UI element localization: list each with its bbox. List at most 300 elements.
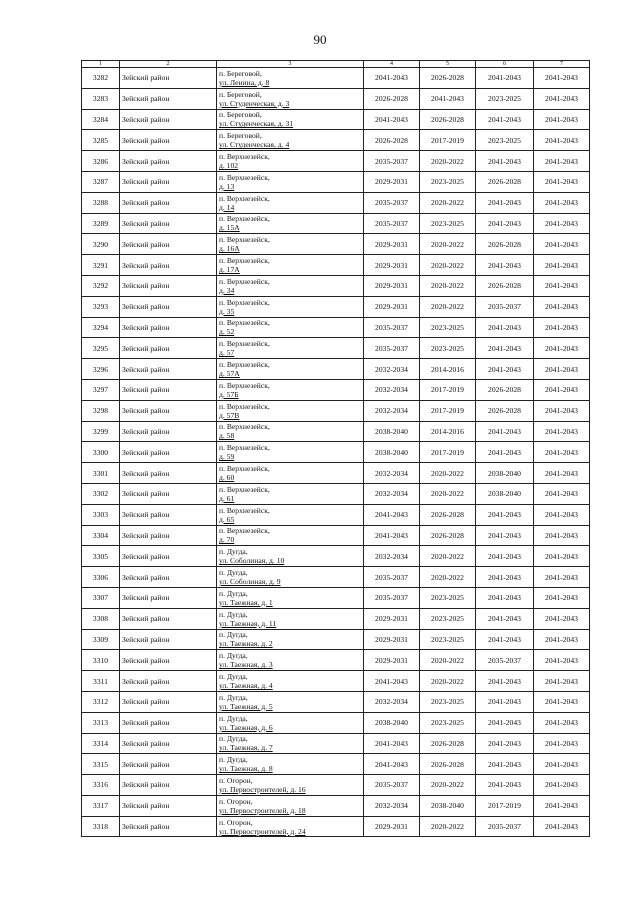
period-cell: 2041-2043: [476, 421, 534, 442]
address-street: ул. Таежная, д. 6: [219, 722, 273, 732]
district-cell: Зейский район: [120, 608, 217, 629]
address-settlement: п. Верхнезейск,: [219, 484, 270, 494]
period-cell: 2023-2025: [476, 130, 534, 151]
address-street: д. 61: [219, 493, 235, 503]
address-cell: [217, 88, 364, 109]
address-settlement: п. Береговой,: [219, 68, 262, 78]
address-street: д. 65: [219, 514, 235, 524]
district-cell: Зейский район: [120, 795, 217, 816]
address-cell: [217, 379, 364, 400]
address-street: ул. Первостроителей, д. 16: [219, 784, 306, 794]
address-cell: [217, 483, 364, 504]
address-street: д. 17А: [219, 265, 240, 275]
table-row: [82, 275, 590, 296]
period-cell: 2020-2022: [420, 192, 476, 213]
period-cell: 2041-2043: [534, 733, 590, 754]
row-number-cell: 3309: [82, 629, 120, 650]
period-cell: 2041-2043: [364, 504, 420, 525]
period-cell: 2041-2043: [534, 629, 590, 650]
row-number-cell: 3318: [82, 816, 120, 837]
address-settlement: п. Дугда,: [219, 651, 248, 661]
period-cell: 2029-2031: [364, 234, 420, 255]
row-number-cell: 3288: [82, 192, 120, 213]
row-number-cell: 3317: [82, 795, 120, 816]
row-number-cell: 3298: [82, 400, 120, 421]
period-cell: 2029-2031: [364, 255, 420, 276]
district-cell: Зейский район: [120, 754, 217, 775]
row-number-cell: 3300: [82, 442, 120, 463]
address-settlement: п. Верхнезейск,: [219, 380, 270, 390]
table-row: [82, 733, 590, 754]
period-cell: 2041-2043: [534, 816, 590, 837]
address-street: д. 57Б: [219, 389, 239, 399]
period-cell: 2038-2040: [364, 712, 420, 733]
table-row: [82, 712, 590, 733]
period-cell: 2017-2019: [420, 442, 476, 463]
district-cell: Зейский район: [120, 109, 217, 130]
period-cell: 2020-2022: [420, 671, 476, 692]
address-settlement: п. Верхнезейск,: [219, 339, 270, 349]
district-cell: Зейский район: [120, 88, 217, 109]
row-number-cell: 3302: [82, 483, 120, 504]
address-cell: [217, 171, 364, 192]
address-cell: [217, 546, 364, 567]
district-cell: Зейский район: [120, 775, 217, 796]
period-cell: 2026-2028: [476, 275, 534, 296]
row-number-cell: 3292: [82, 275, 120, 296]
row-number-cell: 3294: [82, 317, 120, 338]
district-cell: Зейский район: [120, 421, 217, 442]
period-cell: 2041-2043: [476, 442, 534, 463]
period-cell: 2035-2037: [364, 151, 420, 172]
period-cell: 2041-2043: [476, 255, 534, 276]
address-settlement: п. Огорон,: [219, 775, 253, 785]
address-street: ул. Таежная, д. 5: [219, 701, 273, 711]
address-street: д. 58: [219, 431, 235, 441]
district-cell: Зейский район: [120, 442, 217, 463]
address-cell: [217, 68, 364, 89]
address-cell: [217, 130, 364, 151]
address-cell: [217, 671, 364, 692]
district-cell: Зейский район: [120, 296, 217, 317]
period-cell: 2029-2031: [364, 629, 420, 650]
period-cell: 2041-2043: [534, 567, 590, 588]
district-cell: Зейский район: [120, 338, 217, 359]
row-number-cell: 3314: [82, 733, 120, 754]
period-cell: 2023-2025: [420, 587, 476, 608]
period-cell: 2035-2037: [364, 587, 420, 608]
period-cell: 2032-2034: [364, 400, 420, 421]
row-number-cell: 3306: [82, 567, 120, 588]
address-cell: [217, 587, 364, 608]
period-cell: 2035-2037: [364, 317, 420, 338]
period-cell: 2041-2043: [534, 68, 590, 89]
address-street: ул. Таежная, д. 7: [219, 743, 273, 753]
period-cell: 2035-2037: [476, 816, 534, 837]
period-cell: 2041-2043: [534, 587, 590, 608]
period-cell: 2020-2022: [420, 234, 476, 255]
table-row: [82, 151, 590, 172]
address-street: д. 60: [219, 473, 235, 483]
district-cell: Зейский район: [120, 712, 217, 733]
period-cell: 2023-2025: [420, 213, 476, 234]
address-cell: [217, 400, 364, 421]
address-cell: [217, 650, 364, 671]
period-cell: 2041-2043: [476, 587, 534, 608]
address-settlement: п. Верхнезейск,: [219, 360, 270, 370]
period-cell: 2026-2028: [476, 234, 534, 255]
period-cell: 2041-2043: [364, 68, 420, 89]
period-cell: 2029-2031: [364, 608, 420, 629]
address-settlement: п. Верхнезейск,: [219, 235, 270, 245]
period-cell: 2041-2043: [476, 359, 534, 380]
period-cell: 2041-2043: [534, 691, 590, 712]
period-cell: 2029-2031: [364, 650, 420, 671]
address-settlement: п. Верхнезейск,: [219, 318, 270, 328]
district-cell: Зейский район: [120, 359, 217, 380]
address-street: д. 102: [219, 161, 239, 171]
period-cell: 2041-2043: [534, 151, 590, 172]
address-settlement: п. Береговой,: [219, 131, 262, 141]
period-cell: 2041-2043: [534, 525, 590, 546]
period-cell: 2020-2022: [420, 296, 476, 317]
address-cell: [217, 712, 364, 733]
period-cell: 2032-2034: [364, 359, 420, 380]
period-cell: 2041-2043: [534, 171, 590, 192]
row-number-cell: 3316: [82, 775, 120, 796]
period-cell: 2041-2043: [476, 629, 534, 650]
address-settlement: п. Береговой,: [219, 89, 262, 99]
table-row: [82, 587, 590, 608]
district-cell: Зейский район: [120, 525, 217, 546]
period-cell: 2020-2022: [420, 275, 476, 296]
period-cell: 2026-2028: [420, 109, 476, 130]
address-street: д. 57: [219, 348, 235, 358]
address-cell: [217, 234, 364, 255]
address-street: д. 70: [219, 535, 235, 545]
period-cell: 2032-2034: [364, 463, 420, 484]
period-cell: 2041-2043: [534, 317, 590, 338]
period-cell: 2020-2022: [420, 463, 476, 484]
period-cell: 2023-2025: [420, 629, 476, 650]
address-settlement: п. Верхнезейск,: [219, 505, 270, 515]
address-settlement: п. Дугда,: [219, 568, 248, 578]
district-cell: Зейский район: [120, 213, 217, 234]
address-settlement: п. Дугда,: [219, 609, 248, 619]
period-cell: 2020-2022: [420, 816, 476, 837]
period-cell: 2023-2025: [420, 317, 476, 338]
table-row: [82, 691, 590, 712]
district-cell: Зейский район: [120, 275, 217, 296]
row-number-cell: 3282: [82, 68, 120, 89]
period-cell: 2026-2028: [420, 525, 476, 546]
period-cell: 2023-2025: [420, 171, 476, 192]
period-cell: 2035-2037: [364, 192, 420, 213]
district-cell: Зейский район: [120, 816, 217, 837]
address-settlement: п. Дугда,: [219, 734, 248, 744]
table-row: [82, 213, 590, 234]
district-cell: Зейский район: [120, 171, 217, 192]
address-cell: [217, 192, 364, 213]
period-cell: 2041-2043: [534, 400, 590, 421]
row-number-cell: 3307: [82, 587, 120, 608]
period-cell: 2029-2031: [364, 275, 420, 296]
district-cell: Зейский район: [120, 255, 217, 276]
period-cell: 2041-2043: [476, 213, 534, 234]
period-cell: 2026-2028: [364, 88, 420, 109]
address-settlement: п. Дугда,: [219, 692, 248, 702]
table-row: [82, 192, 590, 213]
address-cell: [217, 213, 364, 234]
row-number-cell: 3293: [82, 296, 120, 317]
row-number-cell: 3310: [82, 650, 120, 671]
address-settlement: п. Дугда,: [219, 588, 248, 598]
row-number-cell: 3289: [82, 213, 120, 234]
row-number-cell: 3308: [82, 608, 120, 629]
period-cell: 2041-2043: [534, 712, 590, 733]
period-cell: 2041-2043: [534, 359, 590, 380]
district-cell: Зейский район: [120, 650, 217, 671]
address-street: ул. Студенческая, д. 3: [219, 98, 290, 108]
period-cell: 2041-2043: [364, 109, 420, 130]
table-row: [82, 234, 590, 255]
table-row: [82, 525, 590, 546]
column-number: 5: [420, 61, 476, 68]
period-cell: 2026-2028: [420, 733, 476, 754]
period-cell: 2041-2043: [476, 691, 534, 712]
period-cell: 2035-2037: [364, 213, 420, 234]
period-cell: 2041-2043: [476, 525, 534, 546]
address-settlement: п. Дугда,: [219, 547, 248, 557]
address-settlement: п. Верхнезейск,: [219, 256, 270, 266]
table-row: [82, 109, 590, 130]
table-row: [82, 421, 590, 442]
address-settlement: п. Дугда,: [219, 672, 248, 681]
period-cell: 2032-2034: [364, 691, 420, 712]
address-cell: [217, 275, 364, 296]
address-cell: [217, 795, 364, 816]
district-cell: Зейский район: [120, 192, 217, 213]
address-street: д. 15А: [219, 223, 240, 233]
district-cell: Зейский район: [120, 463, 217, 484]
period-cell: 2041-2043: [534, 109, 590, 130]
address-street: д. 34: [219, 285, 235, 295]
period-cell: 2017-2019: [420, 400, 476, 421]
address-cell: [217, 151, 364, 172]
table-row: [82, 504, 590, 525]
table-row: [82, 442, 590, 463]
period-cell: 2035-2037: [364, 567, 420, 588]
district-cell: Зейский район: [120, 546, 217, 567]
period-cell: 2041-2043: [534, 213, 590, 234]
address-street: ул. Первостроителей, д. 18: [219, 805, 306, 815]
address-settlement: п. Верхнезейск,: [219, 464, 270, 474]
table-row: [82, 546, 590, 567]
row-number-cell: 3296: [82, 359, 120, 380]
address-cell: [217, 109, 364, 130]
period-cell: 2038-2040: [476, 463, 534, 484]
table-row: [82, 68, 590, 89]
address-cell: [217, 608, 364, 629]
table-row: [82, 296, 590, 317]
period-cell: 2029-2031: [364, 296, 420, 317]
address-street: ул. Таежная, д. 8: [219, 764, 273, 774]
period-cell: 2023-2025: [476, 88, 534, 109]
address-street: ул. Соболиная, д. 9: [219, 577, 281, 587]
period-cell: 2041-2043: [364, 671, 420, 692]
address-settlement: п. Верхнезейск,: [219, 172, 270, 182]
district-cell: Зейский район: [120, 379, 217, 400]
address-street: д. 59: [219, 452, 235, 462]
column-number-row: [82, 61, 590, 68]
district-cell: Зейский район: [120, 151, 217, 172]
period-cell: 2041-2043: [476, 109, 534, 130]
period-cell: 2041-2043: [534, 775, 590, 796]
address-cell: [217, 629, 364, 650]
address-street: д. 13: [219, 181, 235, 191]
address-cell: [217, 463, 364, 484]
period-cell: 2041-2043: [476, 338, 534, 359]
period-cell: 2041-2043: [534, 130, 590, 151]
address-cell: [217, 567, 364, 588]
table-row: [82, 816, 590, 837]
address-settlement: п. Верхнезейск,: [219, 297, 270, 307]
address-settlement: п. Верхнезейск,: [219, 401, 270, 411]
register-table: [81, 60, 590, 837]
period-cell: 2035-2037: [364, 338, 420, 359]
address-settlement: п. Верхнезейск,: [219, 214, 270, 224]
column-number: 6: [476, 61, 534, 68]
address-cell: [217, 255, 364, 276]
period-cell: 2029-2031: [364, 816, 420, 837]
row-number-cell: 3301: [82, 463, 120, 484]
table-row: [82, 650, 590, 671]
period-cell: 2026-2028: [420, 754, 476, 775]
district-cell: Зейский район: [120, 68, 217, 89]
row-number-cell: 3283: [82, 88, 120, 109]
row-number-cell: 3315: [82, 754, 120, 775]
row-number-cell: 3290: [82, 234, 120, 255]
period-cell: 2026-2028: [364, 130, 420, 151]
period-cell: 2041-2043: [364, 754, 420, 775]
period-cell: 2041-2043: [534, 671, 590, 692]
period-cell: 2023-2025: [420, 712, 476, 733]
row-number-cell: 3313: [82, 712, 120, 733]
table-row: [82, 171, 590, 192]
table-row: [82, 88, 590, 109]
row-number-cell: 3287: [82, 171, 120, 192]
row-number-cell: 3303: [82, 504, 120, 525]
address-cell: [217, 442, 364, 463]
row-number-cell: 3311: [82, 671, 120, 692]
period-cell: 2041-2043: [476, 546, 534, 567]
address-settlement: п. Дугда,: [219, 713, 248, 723]
row-number-cell: 3286: [82, 151, 120, 172]
address-cell: [217, 691, 364, 712]
address-street: д. 57В: [219, 410, 240, 420]
period-cell: 2041-2043: [534, 650, 590, 671]
column-number: 2: [120, 61, 217, 68]
address-settlement: п. Береговой,: [219, 110, 262, 120]
period-cell: 2041-2043: [534, 421, 590, 442]
period-cell: 2017-2019: [420, 130, 476, 151]
address-street: ул. Студенческая, д. 31: [219, 119, 294, 129]
column-number: 3: [217, 61, 364, 68]
table-row: [82, 130, 590, 151]
district-cell: Зейский район: [120, 671, 217, 692]
district-cell: Зейский район: [120, 567, 217, 588]
period-cell: 2017-2019: [476, 795, 534, 816]
period-cell: 2038-2040: [364, 442, 420, 463]
address-settlement: п. Верхнезейск,: [219, 276, 270, 286]
period-cell: 2038-2040: [420, 795, 476, 816]
period-cell: 2029-2031: [364, 171, 420, 192]
period-cell: 2041-2043: [534, 608, 590, 629]
district-cell: Зейский район: [120, 733, 217, 754]
period-cell: 2023-2025: [420, 691, 476, 712]
period-cell: 2041-2043: [476, 608, 534, 629]
period-cell: 2020-2022: [420, 567, 476, 588]
district-cell: Зейский район: [120, 317, 217, 338]
address-cell: [217, 338, 364, 359]
district-cell: Зейский район: [120, 691, 217, 712]
address-cell: [217, 525, 364, 546]
address-cell: [217, 296, 364, 317]
table-row: [82, 463, 590, 484]
district-cell: Зейский район: [120, 504, 217, 525]
address-cell: [217, 816, 364, 837]
address-settlement: п. Дугда,: [219, 630, 248, 640]
address-cell: [217, 421, 364, 442]
address-street: ул. Таежная, д. 1: [219, 597, 273, 607]
table-row: [82, 400, 590, 421]
period-cell: 2041-2043: [534, 754, 590, 775]
district-cell: Зейский район: [120, 587, 217, 608]
period-cell: 2032-2034: [364, 795, 420, 816]
period-cell: 2041-2043: [364, 733, 420, 754]
row-number-cell: 3295: [82, 338, 120, 359]
address-cell: [217, 359, 364, 380]
period-cell: 2026-2028: [476, 379, 534, 400]
address-street: ул. Студенческая, д. 4: [219, 140, 290, 150]
period-cell: 2023-2025: [420, 338, 476, 359]
period-cell: 2041-2043: [476, 192, 534, 213]
address-street: ул. Таежная, д. 3: [219, 660, 273, 670]
address-street: д. 35: [219, 306, 235, 316]
district-cell: Зейский район: [120, 130, 217, 151]
period-cell: 2041-2043: [420, 88, 476, 109]
address-street: ул. Соболиная, д. 10: [219, 556, 285, 566]
period-cell: 2032-2034: [364, 379, 420, 400]
row-number-cell: 3304: [82, 525, 120, 546]
table-row: [82, 338, 590, 359]
period-cell: 2032-2034: [364, 483, 420, 504]
table-row: [82, 379, 590, 400]
period-cell: 2041-2043: [476, 671, 534, 692]
row-number-cell: 3285: [82, 130, 120, 151]
address-street: д. 16А: [219, 244, 240, 254]
address-street: д. 52: [219, 327, 235, 337]
address-street: ул. Первостроителей, д. 24: [219, 826, 306, 836]
period-cell: 2041-2043: [534, 275, 590, 296]
address-settlement: п. Огорон,: [219, 817, 253, 827]
column-number: 4: [364, 61, 420, 68]
address-street: д. 14: [219, 202, 235, 212]
address-settlement: п. Огорон,: [219, 796, 253, 806]
table-row: [82, 754, 590, 775]
address-cell: [217, 775, 364, 796]
period-cell: 2020-2022: [420, 483, 476, 504]
